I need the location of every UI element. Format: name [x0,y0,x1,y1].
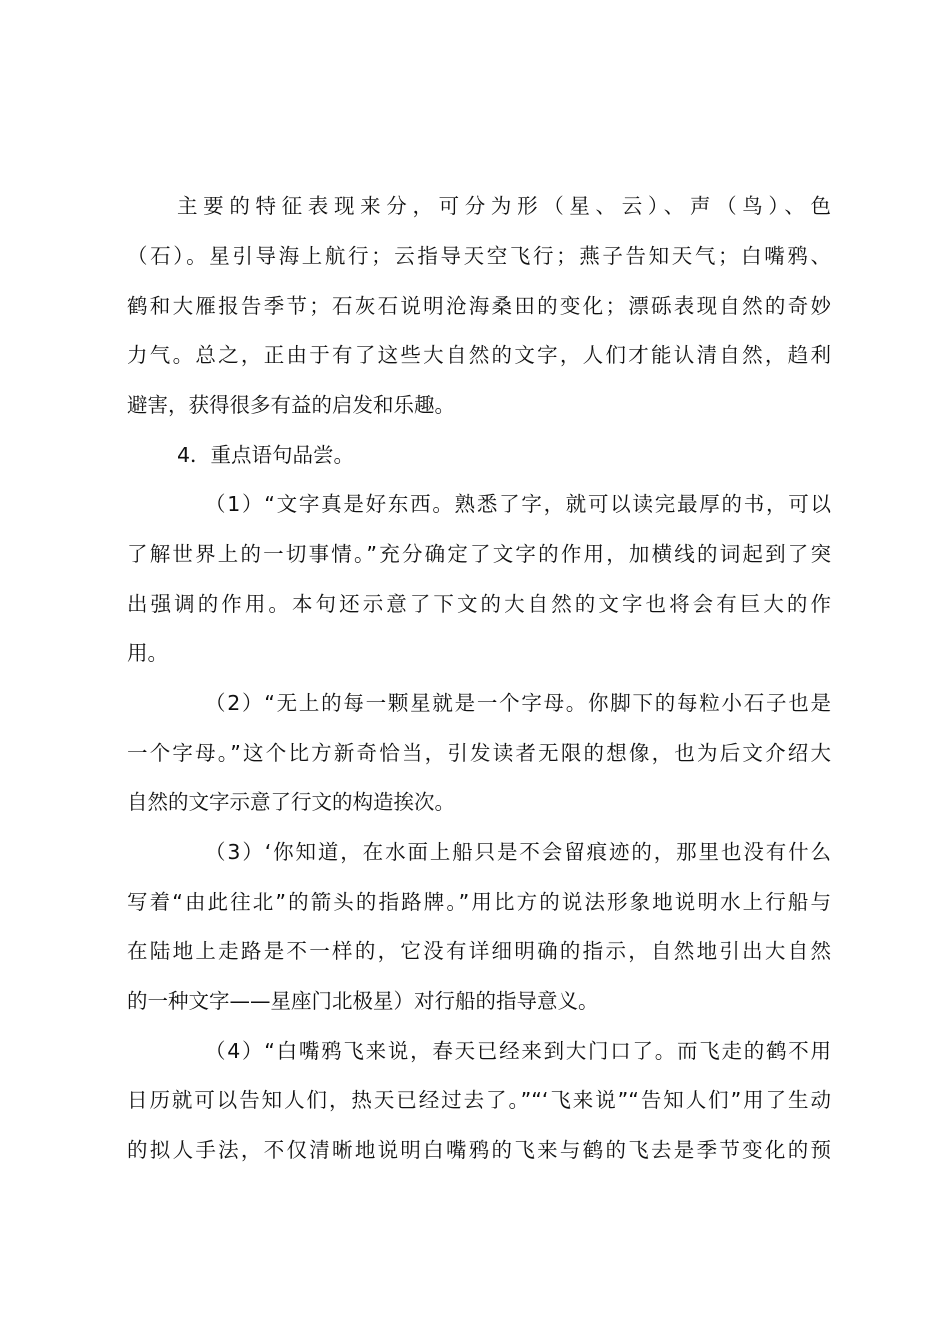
paragraph-line-4: 力气。总之，正由于有了这些大自然的文字，人们才能认清自然，趋利 [127,343,831,367]
item-4-line-3: 的拟人手法，不仅清晰地说明白嘴鸦的飞来与鹤的飞去是季节变化的预 [127,1138,831,1162]
item-3-line-4: 的一种文字——星座门北极星）对行船的指导意义。 [127,989,599,1013]
item-4-line-1: （4）“白嘴鸦飞来说，春天已经来到大门口了。而飞走的鹤不用 [205,1039,831,1063]
paragraph-line-2: （石）。星引导海上航行；云指导天空飞行；燕子告知天气；白嘴鸦、 [127,244,831,268]
paragraph-line-1: 主要的特征表现来分，可分为形（星、云）、声（鸟）、色 [177,194,831,218]
paragraph-line-5: 避害，获得很多有益的启发和乐趣。 [127,393,455,417]
item-1-line-1: （1）“文字真是好东西。熟悉了字，就可以读完最厚的书，可以 [205,492,831,516]
item-2-line-1: （2）“无上的每一颗星就是一个字母。你脚下的每粒小石子也是 [205,691,831,715]
section-heading-4: 4．重点语句品尝。 [177,443,355,467]
item-2-line-3: 自然的文字示意了行文的构造挨次。 [127,790,455,814]
item-3-line-2: 写着“由此往北”的箭头的指路牌。”用比方的说法形象地说明水上行船与 [127,890,831,914]
item-3-line-1: （3）‘你知道，在水面上船只是不会留痕迹的，那里也没有什么 [205,840,831,864]
item-4-line-2: 日历就可以告知人们，热天已经过去了。”“‘飞来说”“告知人们”用了生动 [127,1088,831,1112]
item-1-line-2: 了解世界上的一切事情。”充分确定了文字的作用，加横线的词起到了突 [127,542,831,566]
item-1-line-3: 出强调的作用。本句还示意了下文的大自然的文字也将会有巨大的作 [127,592,831,616]
item-3-line-3: 在陆地上走路是不一样的，它没有详细明确的指示，自然地引出大自然 [127,939,831,963]
item-2-line-2: 一个字母。”这个比方新奇恰当，引发读者无限的想像，也为后文介绍大 [127,741,831,765]
paragraph-line-3: 鹤和大雁报告季节；石灰石说明沧海桑田的变化；漂砾表现自然的奇妙 [127,294,831,318]
item-1-line-4: 用。 [127,641,168,665]
